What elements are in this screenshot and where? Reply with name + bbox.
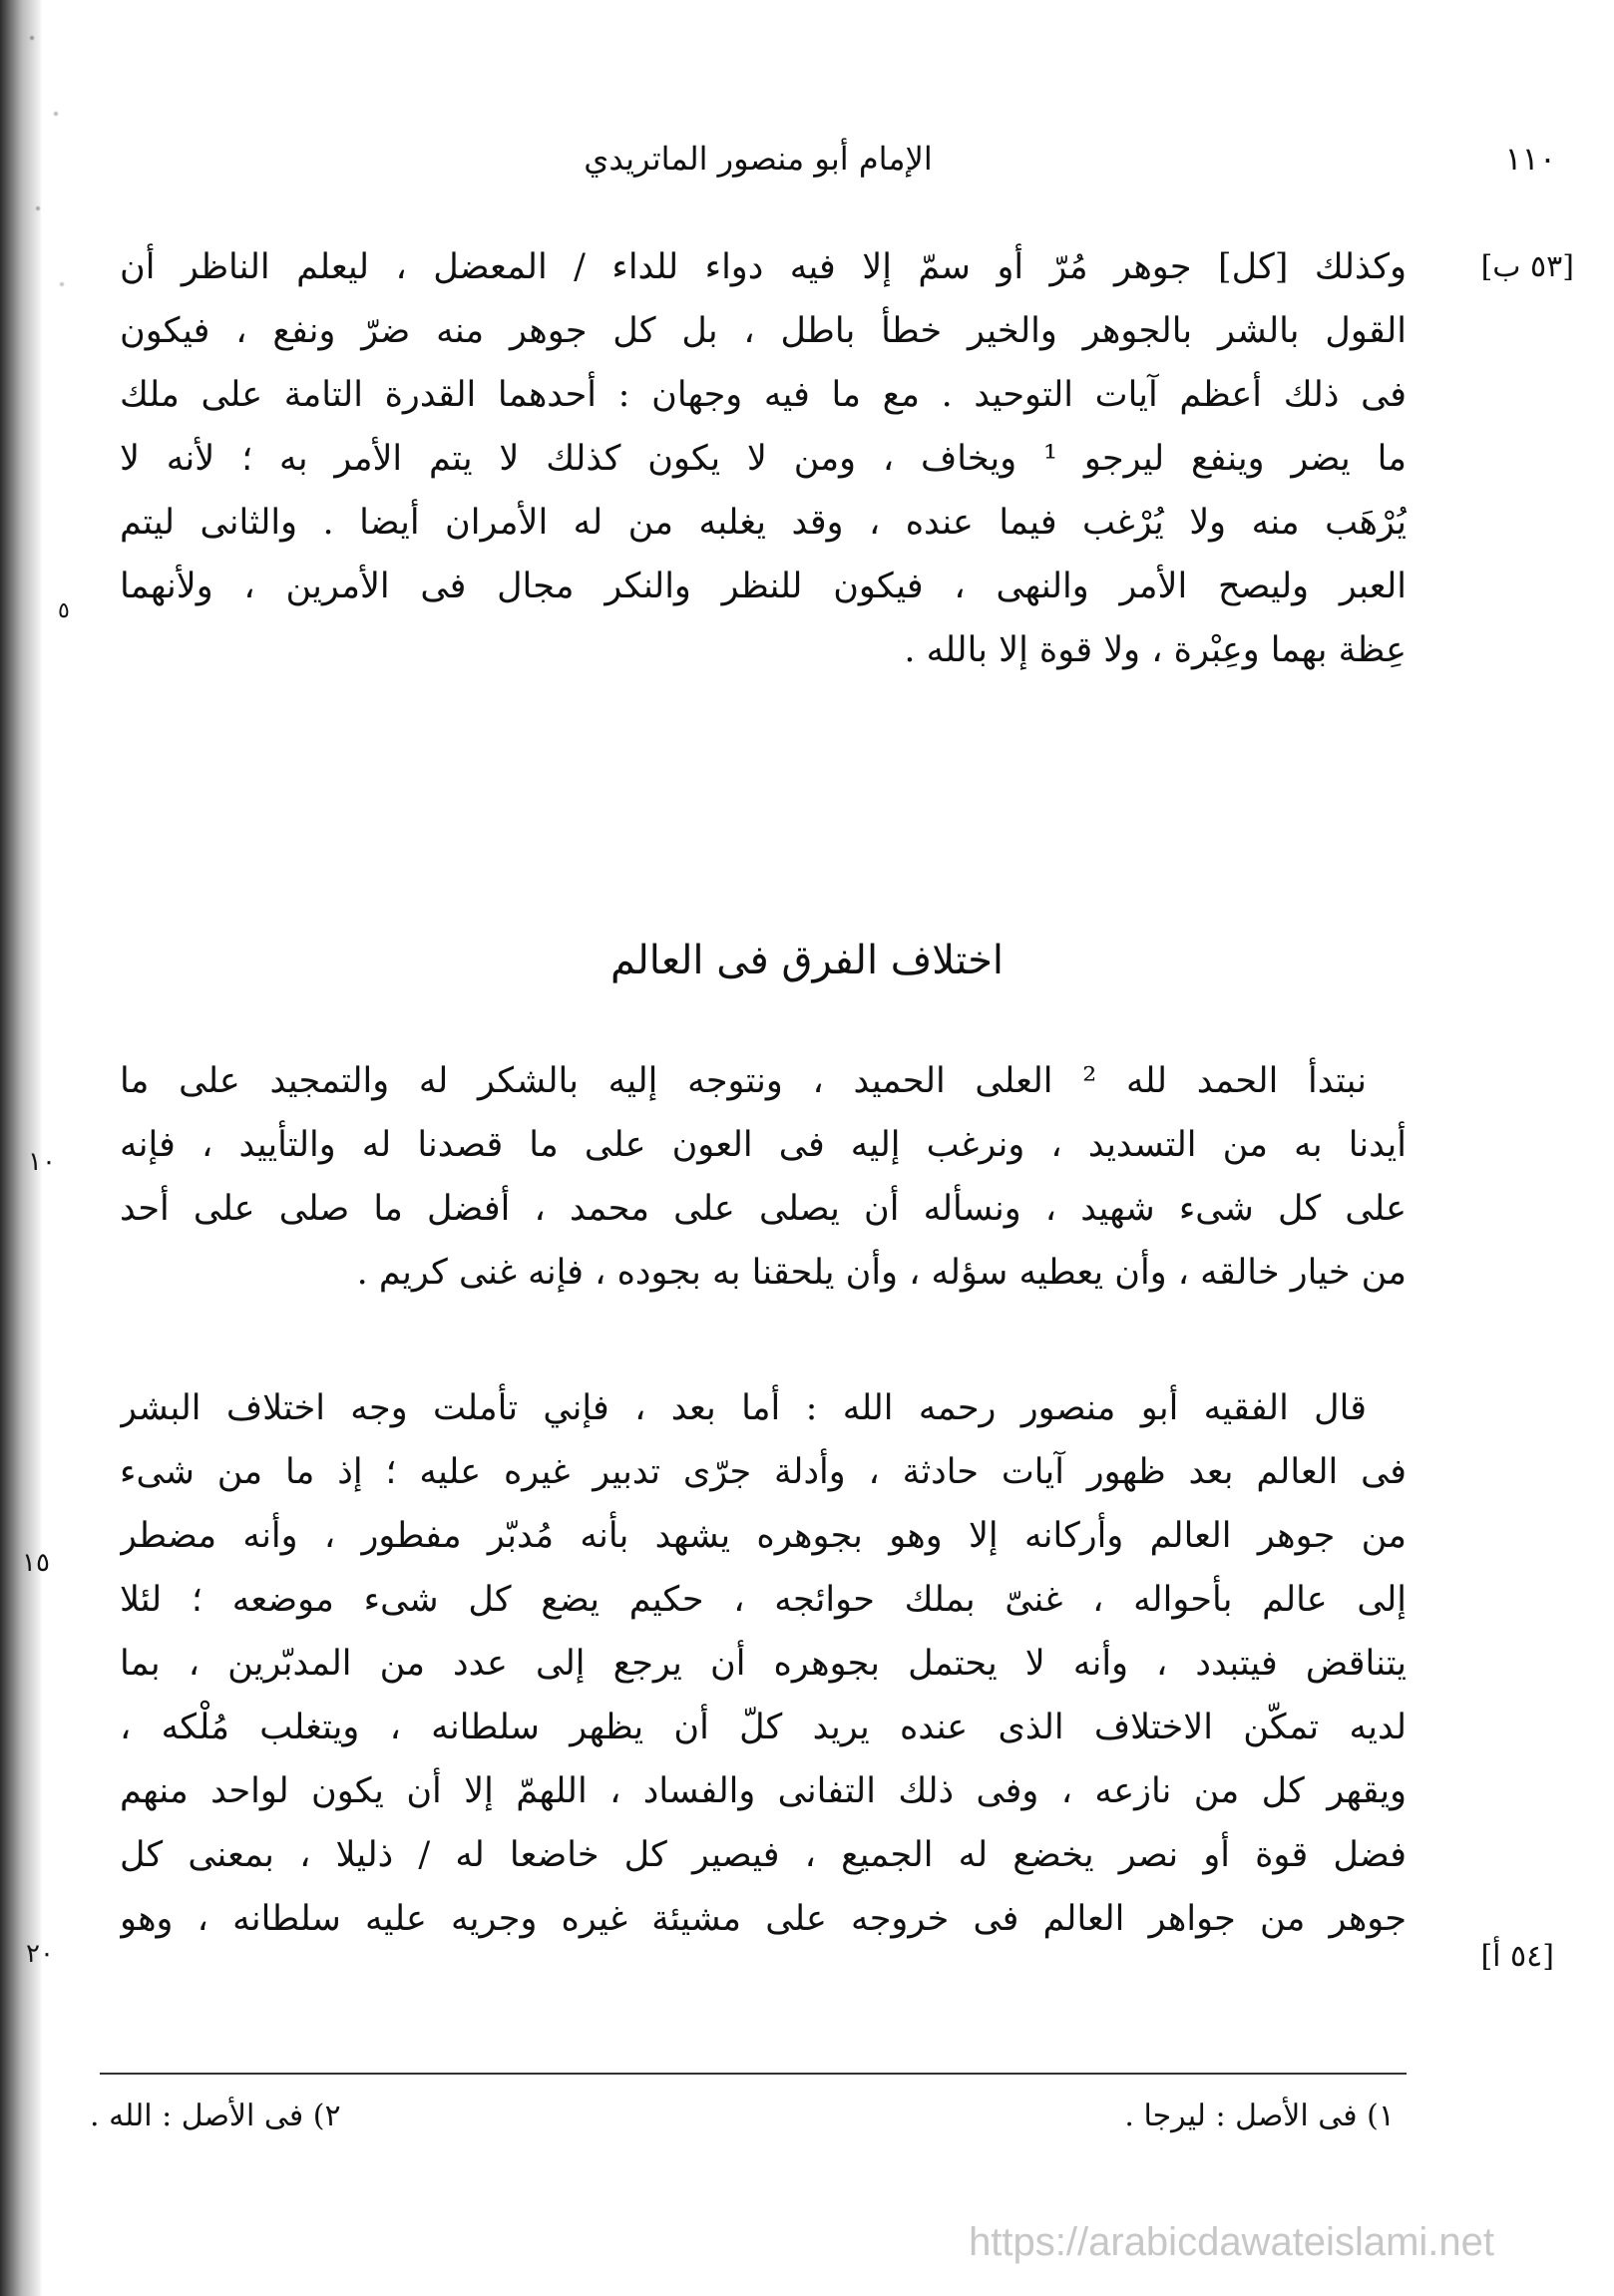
- text-line: يُرْهَب منه ولا يُرْغب فيما عنده ، وقد يغلبه من له الأمران أيضا . والثانى ليتم: [120, 503, 1407, 543]
- text-line: يتناقض فيتبدد ، وأنه لا يحتمل بجوهره أن يرجع إلى عدد من المدبّرين ، بما: [120, 1644, 1407, 1684]
- text-line: وكذلك [كل] جوهر مُرّ أو سمّ إلا فيه دواء للداء / المعضل ، ليعلم الناظر أن: [120, 247, 1407, 287]
- text-line: من جوهر العالم وأركانه إلا وهو بجوهره يشهد بأنه مُدبّر مفطور ، وأنه مضطر: [120, 1516, 1407, 1556]
- text-line: ما يضر وينفع ليرجو ¹ ويخاف ، ومن لا يكون كذلك لا يتم الأمر به ؛ لأنه لا: [120, 439, 1407, 479]
- text-line: إلى عالم بأحواله ، غنىّ بملك حوائجه ، حكيم يضع كل شىء موضعه ؛ لئلا: [120, 1580, 1407, 1620]
- text-line: على كل شىء شهيد ، ونسأله أن يصلى على محمد ، أفضل ما صلى على أحد: [120, 1189, 1407, 1229]
- text-line: لديه تمكّن الاختلاف الذى عنده يريد كلّ أن يظهر سلطانه ، ويتغلب مُلْكه ،: [120, 1708, 1407, 1747]
- folio-marker-bottom: [٥٤ أ]: [1480, 1939, 1554, 1974]
- text-line: أيدنا به من التسديد ، ونرغب إليه فى العون على ما قصدنا له والتأييد ، فإنه: [120, 1125, 1407, 1165]
- section-heading: اختلاف الفرق فى العالم: [609, 938, 1005, 983]
- page-header: [559, 140, 1556, 190]
- text-line: ويقهر كل من نازعه ، وفى ذلك التفانى والفساد ، اللهمّ إلا أن يكون لواحد منهم: [120, 1771, 1407, 1811]
- text-line: فى العالم بعد ظهور آيات حادثة ، وأدلة جرّى تدبير غيره عليه ؛ إذ ما من شىء: [120, 1452, 1407, 1492]
- footnote-1: ١) فى الأصل : ليرجا .: [1124, 2099, 1395, 2133]
- paragraph-3: [120, 1376, 1407, 1951]
- running-title: الإمام أبو منصور الماتريدي: [584, 140, 933, 178]
- paragraph-2: [120, 1049, 1407, 1305]
- line-number-5: ٥: [58, 598, 70, 623]
- text-line: جوهر من جواهر العالم فى خروجه على مشيئة غيره وجريه عليه سلطانه ، وهو: [120, 1899, 1407, 1939]
- footnote-divider: [100, 2073, 1407, 2075]
- footnote-2: ٢) فى الأصل : الله .: [90, 2099, 341, 2133]
- text-line: القول بالشر بالجوهر والخير خطأ باطل ، بل كل جوهر منه ضرّ ونفع ، فيكون: [120, 311, 1407, 351]
- text-line: نبتدأ الحمد لله ² العلى الحميد ، ونتوجه إليه بالشكر له والتمجيد على ما: [120, 1061, 1367, 1101]
- text-line: فضل قوة أو نصر يخضع له الجميع ، فيصير كل خاضعا له / ذليلا ، بمعنى كل: [120, 1835, 1407, 1875]
- scan-noise: [20, 0, 80, 379]
- paragraph-1: [120, 235, 1407, 682]
- page-number: ١١٠: [1504, 140, 1556, 178]
- watermark-url: https://arabicdawateislami.net: [969, 2220, 1494, 2264]
- text-line: من خيار خالقه ، وأن يعطيه سؤله ، وأن يلحقنا به بجوده ، فإنه غنى كريم .: [356, 1253, 1407, 1293]
- text-line: العبر وليصح الأمر والنهى ، فيكون للنظر والنكر مجال فى الأمرين ، ولأنهما: [120, 567, 1407, 606]
- line-number-20: ٢٠: [26, 1939, 54, 1969]
- text-line: عِظة بهما وعِبْرة ، ولا قوة إلا بالله .: [904, 630, 1407, 670]
- folio-marker-top: [٥٣ ب]: [1480, 249, 1574, 284]
- line-number-15: ١٥: [22, 1548, 50, 1578]
- line-number-10: ١٠: [28, 1147, 56, 1177]
- text-line: فى ذلك أعظم آيات التوحيد . مع ما فيه وجهان : أحدهما القدرة التامة على ملك: [120, 375, 1407, 415]
- text-line: قال الفقيه أبو منصور رحمه الله : أما بعد ، فإني تأملت وجه اختلاف البشر: [120, 1388, 1367, 1428]
